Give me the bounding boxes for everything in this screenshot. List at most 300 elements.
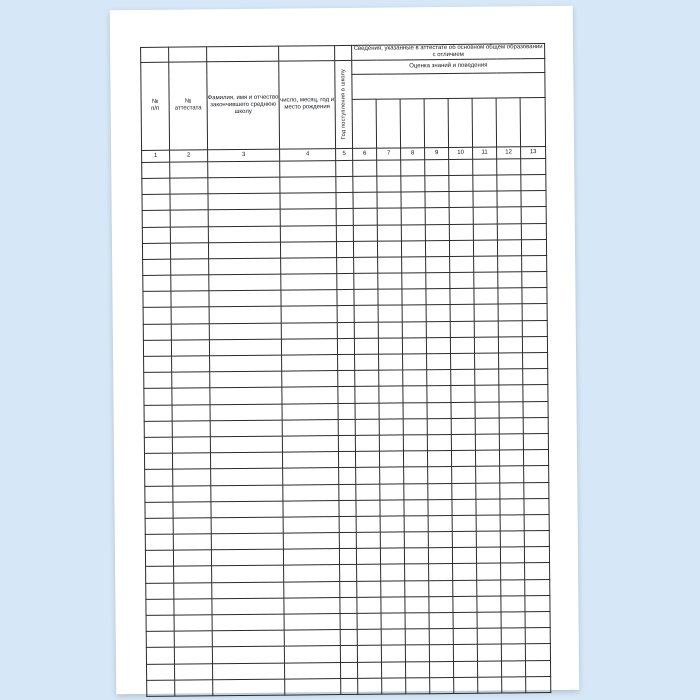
table-cell[interactable]	[477, 661, 501, 677]
table-cell[interactable]	[280, 193, 336, 210]
table-cell[interactable]	[473, 207, 497, 223]
table-cell[interactable]	[403, 386, 427, 402]
table-cell[interactable]	[173, 518, 211, 535]
table-cell[interactable]	[449, 175, 473, 191]
table-cell[interactable]	[427, 370, 451, 386]
table-cell[interactable]	[473, 175, 497, 191]
table-cell[interactable]	[476, 499, 500, 515]
table-cell[interactable]	[406, 677, 430, 693]
table-cell[interactable]	[524, 498, 549, 514]
table-cell[interactable]	[210, 452, 282, 469]
table-cell[interactable]	[525, 660, 550, 676]
table-cell[interactable]	[499, 385, 523, 401]
table-cell[interactable]	[147, 664, 175, 680]
table-cell[interactable]	[210, 388, 282, 405]
table-cell[interactable]	[282, 387, 338, 404]
table-row[interactable]	[147, 676, 551, 696]
table-cell[interactable]	[142, 178, 170, 194]
table-cell[interactable]	[451, 369, 475, 385]
table-cell[interactable]	[146, 648, 174, 664]
table-cell[interactable]	[283, 468, 339, 485]
table-cell[interactable]	[426, 337, 450, 353]
table-cell[interactable]	[336, 241, 353, 257]
table-cell[interactable]	[451, 402, 475, 418]
table-cell[interactable]	[213, 679, 285, 696]
table-cell[interactable]	[498, 320, 522, 336]
table-cell[interactable]	[498, 256, 522, 272]
table-cell[interactable]	[212, 614, 284, 631]
table-cell[interactable]	[401, 160, 425, 176]
table-cell[interactable]	[524, 514, 549, 530]
table-cell[interactable]	[403, 418, 427, 434]
table-cell[interactable]	[357, 662, 381, 678]
table-cell[interactable]	[354, 338, 378, 354]
table-cell[interactable]	[142, 243, 170, 259]
table-cell[interactable]	[339, 549, 356, 565]
table-cell[interactable]	[451, 386, 475, 402]
table-cell[interactable]	[357, 629, 381, 645]
table-cell[interactable]	[356, 500, 380, 516]
table-cell[interactable]	[381, 629, 405, 645]
table-cell[interactable]	[281, 290, 337, 307]
table-cell[interactable]	[353, 225, 377, 241]
table-cell[interactable]	[340, 646, 357, 662]
table-cell[interactable]	[477, 644, 501, 660]
table-cell[interactable]	[356, 548, 380, 564]
table-cell[interactable]	[474, 321, 498, 337]
table-cell[interactable]	[473, 224, 497, 240]
table-cell[interactable]	[212, 630, 284, 647]
table-cell[interactable]	[143, 308, 171, 324]
table-cell[interactable]	[403, 451, 427, 467]
table-cell[interactable]	[174, 647, 212, 664]
table-cell[interactable]	[379, 370, 403, 386]
table-cell[interactable]	[143, 275, 171, 291]
table-cell[interactable]	[284, 630, 340, 647]
table-cell[interactable]	[453, 645, 477, 661]
table-cell[interactable]	[145, 534, 173, 550]
table-cell[interactable]	[354, 273, 378, 289]
table-cell[interactable]	[378, 305, 402, 321]
table-cell[interactable]	[477, 596, 501, 612]
table-cell[interactable]	[211, 517, 283, 534]
table-cell[interactable]	[284, 662, 340, 679]
table-cell[interactable]	[498, 272, 522, 288]
table-cell[interactable]	[211, 468, 283, 485]
table-cell[interactable]	[523, 417, 548, 433]
table-cell[interactable]	[354, 257, 378, 273]
table-cell[interactable]	[501, 579, 525, 595]
table-cell[interactable]	[338, 403, 355, 419]
table-cell[interactable]	[521, 175, 546, 191]
table-cell[interactable]	[281, 338, 337, 355]
table-cell[interactable]	[146, 567, 174, 583]
table-cell[interactable]	[499, 369, 523, 385]
table-cell[interactable]	[280, 209, 336, 226]
table-cell[interactable]	[430, 677, 454, 693]
table-cell[interactable]	[477, 563, 501, 579]
table-cell[interactable]	[428, 515, 452, 531]
table-cell[interactable]	[427, 354, 451, 370]
table-cell[interactable]	[476, 466, 500, 482]
table-cell[interactable]	[403, 435, 427, 451]
table-cell[interactable]	[476, 515, 500, 531]
table-cell[interactable]	[404, 532, 428, 548]
table-cell[interactable]	[356, 516, 380, 532]
table-cell[interactable]	[501, 644, 525, 660]
table-cell[interactable]	[523, 434, 548, 450]
table-cell[interactable]	[284, 581, 340, 598]
table-cell[interactable]	[500, 531, 524, 547]
table-cell[interactable]	[381, 581, 405, 597]
table-cell[interactable]	[523, 353, 548, 369]
table-cell[interactable]	[171, 275, 209, 292]
table-cell[interactable]	[404, 548, 428, 564]
table-cell[interactable]	[497, 223, 521, 239]
table-cell[interactable]	[208, 209, 280, 226]
table-cell[interactable]	[354, 289, 378, 305]
table-cell[interactable]	[174, 631, 212, 648]
table-cell[interactable]	[522, 336, 547, 352]
table-cell[interactable]	[523, 385, 548, 401]
table-cell[interactable]	[453, 564, 477, 580]
table-cell[interactable]	[475, 418, 499, 434]
table-cell[interactable]	[452, 483, 476, 499]
table-cell[interactable]	[498, 288, 522, 304]
table-cell[interactable]	[450, 289, 474, 305]
table-cell[interactable]	[146, 599, 174, 615]
table-cell[interactable]	[209, 323, 281, 340]
table-cell[interactable]	[209, 290, 281, 307]
table-cell[interactable]	[353, 241, 377, 257]
table-cell[interactable]	[501, 628, 525, 644]
table-cell[interactable]	[282, 403, 338, 420]
table-cell[interactable]	[401, 192, 425, 208]
table-cell[interactable]	[281, 257, 337, 274]
table-cell[interactable]	[425, 192, 449, 208]
table-cell[interactable]	[450, 321, 474, 337]
table-cell[interactable]	[170, 226, 208, 243]
table-cell[interactable]	[170, 162, 208, 179]
table-cell[interactable]	[497, 175, 521, 191]
table-cell[interactable]	[425, 159, 449, 175]
table-cell[interactable]	[427, 451, 451, 467]
table-cell[interactable]	[144, 453, 172, 469]
table-cell[interactable]	[453, 580, 477, 596]
table-cell[interactable]	[174, 582, 212, 599]
table-cell[interactable]	[380, 516, 404, 532]
table-cell[interactable]	[282, 452, 338, 469]
table-cell[interactable]	[524, 466, 549, 482]
table-cell[interactable]	[143, 340, 171, 356]
table-cell[interactable]	[500, 499, 524, 515]
table-cell[interactable]	[450, 256, 474, 272]
table-cell[interactable]	[355, 354, 379, 370]
table-cell[interactable]	[143, 259, 171, 275]
table-cell[interactable]	[208, 193, 280, 210]
table-cell[interactable]	[208, 242, 280, 259]
table-cell[interactable]	[355, 403, 379, 419]
table-cell[interactable]	[144, 389, 172, 405]
table-cell[interactable]	[451, 434, 475, 450]
table-cell[interactable]	[473, 159, 497, 175]
table-cell[interactable]	[340, 630, 357, 646]
table-cell[interactable]	[405, 613, 429, 629]
table-cell[interactable]	[525, 595, 550, 611]
table-cell[interactable]	[284, 646, 340, 663]
table-cell[interactable]	[404, 516, 428, 532]
table-cell[interactable]	[499, 450, 523, 466]
table-cell[interactable]	[172, 356, 210, 373]
table-cell[interactable]	[500, 515, 524, 531]
table-cell[interactable]	[173, 485, 211, 502]
table-cell[interactable]	[500, 547, 524, 563]
table-cell[interactable]	[521, 223, 546, 239]
table-cell[interactable]	[355, 387, 379, 403]
table-cell[interactable]	[428, 532, 452, 548]
table-cell[interactable]	[338, 435, 355, 451]
table-cell[interactable]	[146, 615, 174, 631]
table-cell[interactable]	[377, 176, 401, 192]
table-cell[interactable]	[377, 160, 401, 176]
table-cell[interactable]	[525, 628, 550, 644]
table-cell[interactable]	[340, 662, 357, 678]
table-cell[interactable]	[283, 484, 339, 501]
table-cell[interactable]	[452, 515, 476, 531]
table-cell[interactable]	[353, 209, 377, 225]
table-cell[interactable]	[338, 354, 355, 370]
table-cell[interactable]	[284, 597, 340, 614]
table-cell[interactable]	[336, 209, 353, 225]
table-cell[interactable]	[501, 563, 525, 579]
table-cell[interactable]	[405, 564, 429, 580]
table-cell[interactable]	[209, 339, 281, 356]
table-cell[interactable]	[497, 207, 521, 223]
table-cell[interactable]	[425, 240, 449, 256]
table-cell[interactable]	[172, 421, 210, 438]
table-cell[interactable]	[405, 580, 429, 596]
table-cell[interactable]	[428, 548, 452, 564]
table-cell[interactable]	[380, 500, 404, 516]
table-cell[interactable]	[281, 322, 337, 339]
table-cell[interactable]	[404, 499, 428, 515]
table-cell[interactable]	[452, 467, 476, 483]
table-cell[interactable]	[337, 274, 354, 290]
table-cell[interactable]	[499, 401, 523, 417]
table-cell[interactable]	[336, 193, 353, 209]
table-cell[interactable]	[403, 354, 427, 370]
table-cell[interactable]	[357, 581, 381, 597]
table-cell[interactable]	[521, 239, 546, 255]
table-cell[interactable]	[450, 305, 474, 321]
table-cell[interactable]	[145, 502, 173, 518]
table-cell[interactable]	[522, 255, 547, 271]
table-cell[interactable]	[337, 322, 354, 338]
table-cell[interactable]	[426, 273, 450, 289]
table-cell[interactable]	[282, 371, 338, 388]
table-cell[interactable]	[401, 176, 425, 192]
table-cell[interactable]	[209, 274, 281, 291]
table-cell[interactable]	[337, 338, 354, 354]
table-cell[interactable]	[337, 306, 354, 322]
table-cell[interactable]	[282, 419, 338, 436]
table-cell[interactable]	[212, 646, 284, 663]
table-cell[interactable]	[427, 386, 451, 402]
table-cell[interactable]	[450, 272, 474, 288]
table-cell[interactable]	[210, 404, 282, 421]
table-cell[interactable]	[522, 320, 547, 336]
table-cell[interactable]	[476, 483, 500, 499]
table-cell[interactable]	[524, 547, 549, 563]
table-cell[interactable]	[378, 338, 402, 354]
table-cell[interactable]	[403, 402, 427, 418]
table-cell[interactable]	[453, 661, 477, 677]
table-cell[interactable]	[453, 612, 477, 628]
table-cell[interactable]	[428, 483, 452, 499]
table-cell[interactable]	[339, 484, 356, 500]
table-cell[interactable]	[340, 613, 357, 629]
table-cell[interactable]	[380, 483, 404, 499]
table-cell[interactable]	[477, 612, 501, 628]
table-cell[interactable]	[429, 613, 453, 629]
table-cell[interactable]	[452, 499, 476, 515]
table-cell[interactable]	[339, 516, 356, 532]
table-cell[interactable]	[428, 467, 452, 483]
table-cell[interactable]	[172, 404, 210, 421]
table-cell[interactable]	[144, 421, 172, 437]
table-cell[interactable]	[525, 644, 550, 660]
table-cell[interactable]	[338, 419, 355, 435]
table-cell[interactable]	[401, 208, 425, 224]
table-cell[interactable]	[144, 437, 172, 453]
table-cell[interactable]	[175, 680, 213, 697]
table-cell[interactable]	[212, 582, 284, 599]
table-cell[interactable]	[208, 226, 280, 243]
table-cell[interactable]	[281, 274, 337, 291]
table-cell[interactable]	[209, 307, 281, 324]
table-cell[interactable]	[211, 485, 283, 502]
table-cell[interactable]	[172, 388, 210, 405]
table-cell[interactable]	[144, 356, 172, 372]
table-cell[interactable]	[450, 337, 474, 353]
table-cell[interactable]	[523, 450, 548, 466]
table-cell[interactable]	[336, 176, 353, 192]
table-cell[interactable]	[357, 613, 381, 629]
table-cell[interactable]	[210, 371, 282, 388]
table-cell[interactable]	[174, 615, 212, 632]
table-cell[interactable]	[381, 613, 405, 629]
table-cell[interactable]	[427, 418, 451, 434]
table-cell[interactable]	[146, 631, 174, 647]
table-cell[interactable]	[499, 353, 523, 369]
table-cell[interactable]	[452, 548, 476, 564]
table-cell[interactable]	[379, 403, 403, 419]
table-cell[interactable]	[425, 208, 449, 224]
table-cell[interactable]	[475, 402, 499, 418]
table-cell[interactable]	[379, 419, 403, 435]
table-cell[interactable]	[337, 257, 354, 273]
table-cell[interactable]	[173, 469, 211, 486]
table-cell[interactable]	[208, 177, 280, 194]
table-cell[interactable]	[402, 338, 426, 354]
table-cell[interactable]	[451, 450, 475, 466]
table-cell[interactable]	[172, 437, 210, 454]
table-cell[interactable]	[501, 660, 525, 676]
table-cell[interactable]	[401, 240, 425, 256]
table-cell[interactable]	[526, 676, 551, 692]
table-cell[interactable]	[404, 467, 428, 483]
table-cell[interactable]	[498, 337, 522, 353]
table-cell[interactable]	[380, 467, 404, 483]
table-cell[interactable]	[499, 418, 523, 434]
table-cell[interactable]	[521, 191, 546, 207]
table-cell[interactable]	[354, 306, 378, 322]
table-cell[interactable]	[171, 307, 209, 324]
table-cell[interactable]	[524, 482, 549, 498]
table-cell[interactable]	[173, 534, 211, 551]
table-cell[interactable]	[429, 629, 453, 645]
table-cell[interactable]	[338, 387, 355, 403]
table-cell[interactable]	[500, 482, 524, 498]
table-cell[interactable]	[172, 372, 210, 389]
table-cell[interactable]	[522, 288, 547, 304]
table-cell[interactable]	[425, 175, 449, 191]
table-cell[interactable]	[355, 451, 379, 467]
table-cell[interactable]	[171, 340, 209, 357]
table-cell[interactable]	[341, 678, 358, 694]
table-cell[interactable]	[497, 240, 521, 256]
table-cell[interactable]	[142, 194, 170, 210]
table-cell[interactable]	[474, 304, 498, 320]
table-cell[interactable]	[523, 401, 548, 417]
table-cell[interactable]	[498, 304, 522, 320]
table-cell[interactable]	[280, 241, 336, 258]
table-cell[interactable]	[283, 549, 339, 566]
table-cell[interactable]	[211, 501, 283, 518]
table-cell[interactable]	[211, 533, 283, 550]
table-cell[interactable]	[474, 256, 498, 272]
table-cell[interactable]	[356, 484, 380, 500]
table-cell[interactable]	[429, 645, 453, 661]
table-cell[interactable]	[143, 291, 171, 307]
table-cell[interactable]	[282, 355, 338, 372]
table-cell[interactable]	[522, 304, 547, 320]
table-cell[interactable]	[405, 661, 429, 677]
table-cell[interactable]	[147, 680, 175, 696]
table-cell[interactable]	[476, 547, 500, 563]
table-cell[interactable]	[429, 580, 453, 596]
table-cell[interactable]	[171, 323, 209, 340]
table-cell[interactable]	[355, 419, 379, 435]
table-cell[interactable]	[426, 289, 450, 305]
table-cell[interactable]	[477, 628, 501, 644]
table-cell[interactable]	[523, 369, 548, 385]
table-cell[interactable]	[379, 354, 403, 370]
table-cell[interactable]	[212, 566, 284, 583]
table-cell[interactable]	[173, 502, 211, 519]
table-cell[interactable]	[381, 645, 405, 661]
table-cell[interactable]	[475, 450, 499, 466]
table-cell[interactable]	[401, 224, 425, 240]
table-cell[interactable]	[212, 598, 284, 615]
table-cell[interactable]	[476, 531, 500, 547]
table-cell[interactable]	[377, 208, 401, 224]
table-cell[interactable]	[285, 678, 341, 695]
table-cell[interactable]	[405, 629, 429, 645]
table-cell[interactable]	[357, 597, 381, 613]
table-cell[interactable]	[357, 646, 381, 662]
table-cell[interactable]	[354, 322, 378, 338]
